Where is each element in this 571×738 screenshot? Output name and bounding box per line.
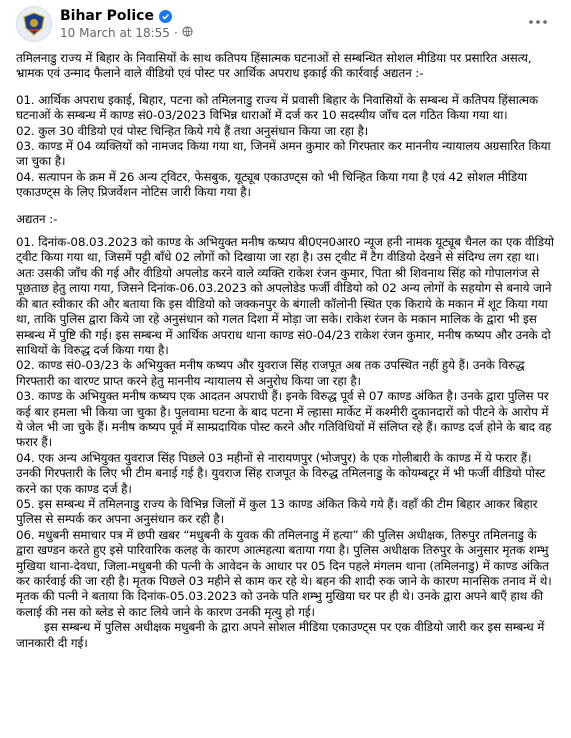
post-body [16, 51, 556, 651]
update-item-5: 05. इस सम्बन्ध में तमिलनाडु राज्य के विभिन्न जिलों में कुल 13 काण्ड अंकित किये गये हैं। वहाँ की टीम बिहार आकर बिहार पुलिस से सम्पर्क कर अपना अनुसंधान कर रही है। [16, 496, 538, 527]
page-name[interactable]: Bihar Police [60, 8, 154, 24]
update-item-1: 01. दिनांक-08.03.2023 को काण्ड के अभियुक्त मनीष कष्यप बी0एन0आर0 न्यूज हनी नामक यूट्यूब चैनल का एक वीडियो ट्वीट किया गया था, जिसमें पट्टी बाँधे 02 लोगों को दिखाया जा रहा है। उस ट्वीट में टैग वीडियो देखने से संदिग्ध लग रहा था। अतः उसकी जाँच की गई और वीडियो अपलोड करने वाले व्यक्ति राकेश रंजन कुमार, पिता श्री शिवनाथ सिंह को गोपालगंज से पूछताछ हेतु लाया गया, जिसने दिनांक-06.03.2023 को अपलोडेड फर्जी वीडियो को 02 अन्य लोगों के सहयोग से बनाये जाने की बात स्वीकार की और बताया कि इस वीडियो को जक्कनपुर के बंगाली कॉलोनी स्थित एक किराये के मकान में शूट किया गया था, ताकि पुलिस द्वारा किये जा रहे अनुसंधान को गलत दिशा में मोड़ा जा सके। राकेश रंजन के मकान मालिक के द्वारा भी इस सम्बन्ध में पुष्टि की गई। इस सम्बन्ध में आर्थिक अपराध थाना काण्ड सं0-04/23 राकेश रंजन कुमार, मनीष कष्यप और उनके दो साथियों के विरुद्ध दर्ज किया गया है। [16, 235, 554, 357]
update-item-3: 03. काण्ड के अभियुक्त मनीष कष्यप एक आदतन अपराधी हैं। इनके विरुद्ध पूर्व से 07 काण्ड अंकित है। उनके द्वारा पुलिस पर कई बार हमला भी किया जा चुका है। पुलवामा घटना के बाद पटना में ल्हासा मार्केट में कश्मीरी दुकानदारों को पीटने के आरोप में ये जेल भी जा चुके हैं। मनीष कष्यप पूर्व में साम्प्रदायिक पोस्ट करने और गतिविधियों में संलिप्त रहे हैं। काण्ड दर्ज होने के बाद वह फरार हैं। [16, 389, 552, 450]
police-logo-icon[interactable] [16, 6, 52, 42]
post-header [16, 4, 193, 44]
action-item-2: 02. कुल 30 वीडियो एवं पोस्ट चिन्हित किये गये हैं तथा अनुसंधान किया जा रहा है। [16, 123, 369, 138]
action-item-3: 03. काण्ड में 04 व्यक्तियों को नामजद किया गया था, जिनमें अमन कुमार को गिरफ्तार कर माननीय न्यायालय अग्रसारित किया जा चुका है। [16, 139, 551, 169]
post-intro: तमिलनाडु राज्य में बिहार के निवासियों के साथ कतिपय हिंसात्मक घटनाओं से सम्बन्धित सोशल मीडिया पर प्रसारित असत्य, भ्रामक एवं उन्माद फैलाने वाले वीडियो एवं पोस्ट पर आर्थिक अपराध इकाई की कार्रवाई अद्यतन :- [16, 51, 532, 81]
post-timestamp[interactable]: 10 March at 18:55 [60, 26, 170, 40]
update-item-4: 04. एक अन्य अभियुक्त युवराज सिंह पिछले 03 महीनों से नारायणपुर (भोजपुर) के एक गोलीबारी के काण्ड में ये फरार हैं। उनकी गिरफ्तारी के लिए भी टीम बनाई गई है। युवराज सिंह राजपूत के विरुद्ध तमिलनाडु के कोयम्बटूर में भी फर्जी वीडियो पोस्ट करने का एक काण्ड दर्ज है। [16, 450, 546, 496]
update-heading: अद्यतन :- [16, 211, 58, 226]
update-item-2: 02. काण्ड सं0-03/23 के अभियुक्त मनीष कष्यप और युवराज सिंह राजपूत अब तक उपस्थित नहीं हुये हैं। उनके विरुद्ध गिरफ्तारी का वारण्ट प्राप्त करने हेतु माननीय न्यायालय से अनुरोध किया जा रहा है। [16, 358, 525, 388]
meta-separator: · [173, 26, 178, 40]
verified-badge-icon [159, 10, 172, 23]
update-item-6: 06. मधुबनी समाचार पत्र में छपी खबर “मधुबनी के युवक की तमिलनाडु में हत्या” की पुलिस अधीक्षक, तिरुपुर तमिलनाडु के द्वारा खण्डन करते हुए इसे पारिवारिक कलह के कारण आत्महत्या बताया गया है। पुलिस अधीक्षक तिरुपुर के अनुसार मृतक शम्भु मुखिया थाना-देवधा, जिला-मधुबनी की पत्नी के आवेदन के आधार पर 05 दिन पहले मंगलम थाना (तमिलनाडु) में काण्ड अंकित कर कार्रवाई की जा रही है। मृतक पिछले 03 महीने से काम कर रहे थे। बहन की शादी रुक जाने के कारण मानसिक तनाव में थे। मृतक की पत्नी ने बताया कि दिनांक-05.03.2023 को उनके पति शम्भु मुखिया घर पर ही थे। उनके द्वारा अपने बाएँ हाथ की कलाई की नस को ब्लेड से काट लिये जाने के कारण उनकी मृत्यु हो गई। [16, 527, 552, 619]
closing-paragraph: इस सम्बन्ध में पुलिस अधीक्षक मधुबनी के द्वारा अपने सोशल मीडिया एकाउण्ट्स पर एक वीडियो जारी कर इस सम्बन्ध में जानकारी दी गई। [16, 620, 545, 650]
globe-icon [182, 25, 193, 41]
action-item-1: 01. आर्थिक अपराध इकाई, बिहार, पटना को तमिलनाडु राज्य में प्रवासी बिहार के निवासियों के सम्बन्ध में कतिपय हिंसात्मक घटनाओं के सम्बन्ध में काण्ड सं0-03/2023 विभिन्न धाराओं में दर्ज कर 10 सदस्यीय जाँच दल गठित किया गया था। [16, 92, 539, 123]
action-item-4: 04. सत्यापन के क्रम में 26 अन्य ट्विटर, फेसबुक, यूट्यूब एकाउण्ट्स को भी चिन्हित किया गया है एवं 42 सोशल मीडिया एकाउण्ट्स के लिए प्रिजर्वेशन नोटिस जारी किया गया है। [16, 169, 528, 200]
more-options-icon[interactable] [523, 12, 553, 32]
